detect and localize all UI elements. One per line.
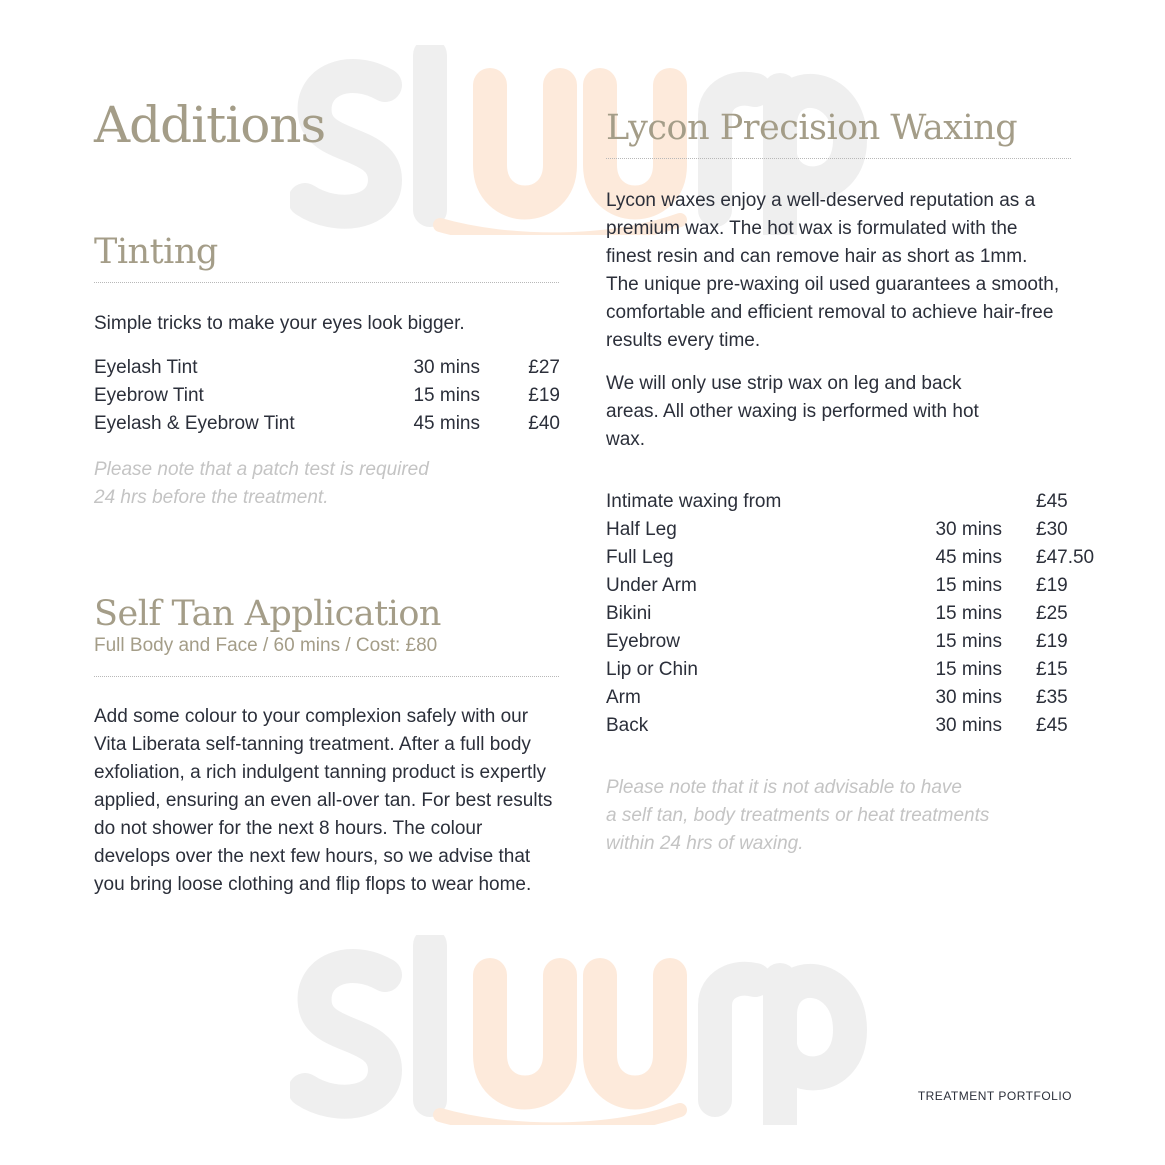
waxing-note bbox=[606, 774, 1072, 858]
item-time: 45 mins bbox=[413, 413, 480, 434]
item-time: 45 mins bbox=[935, 547, 1002, 568]
item-name: Eyelash & Eyebrow Tint bbox=[94, 413, 295, 434]
item-price: £19 bbox=[1036, 575, 1068, 596]
item-name: Eyelash Tint bbox=[94, 357, 198, 378]
item-time: 15 mins bbox=[935, 575, 1002, 596]
note-line: Please note that a patch test is required bbox=[94, 459, 429, 480]
item-price: £45 bbox=[1036, 491, 1068, 512]
tinting-price-list bbox=[94, 354, 560, 438]
waxing-section bbox=[606, 108, 1095, 858]
item-time: 30 mins bbox=[935, 687, 1002, 708]
item-name: Half Leg bbox=[606, 519, 677, 540]
item-price: £25 bbox=[1036, 603, 1068, 624]
divider bbox=[606, 158, 1071, 159]
item-name: Back bbox=[606, 715, 649, 736]
tinting-section bbox=[94, 232, 560, 512]
item-name: Intimate waxing from bbox=[606, 491, 782, 512]
item-price: £45 bbox=[1036, 715, 1068, 736]
item-name: Eyebrow bbox=[606, 631, 680, 652]
item-price: £27 bbox=[528, 357, 560, 378]
item-time: 15 mins bbox=[413, 385, 480, 406]
divider bbox=[94, 282, 559, 283]
item-time: 30 mins bbox=[413, 357, 480, 378]
price-row bbox=[606, 544, 1098, 572]
item-price: £47.50 bbox=[1036, 547, 1095, 568]
item-price: £35 bbox=[1036, 687, 1068, 708]
item-time: 30 mins bbox=[935, 519, 1002, 540]
item-price: £15 bbox=[1036, 659, 1068, 680]
price-row bbox=[606, 656, 1098, 684]
item-name: Under Arm bbox=[606, 575, 697, 596]
price-row bbox=[606, 572, 1098, 600]
item-time: 15 mins bbox=[935, 631, 1002, 652]
item-name: Arm bbox=[606, 687, 641, 708]
item-name: Bikini bbox=[606, 603, 652, 624]
note-line: within 24 hrs of waxing. bbox=[606, 833, 804, 854]
item-price: £19 bbox=[1036, 631, 1068, 652]
price-row bbox=[606, 600, 1098, 628]
price-row bbox=[94, 382, 560, 410]
waxing-price-list bbox=[606, 488, 1098, 740]
price-row bbox=[606, 488, 1098, 516]
price-row bbox=[606, 516, 1098, 544]
note-line: Please note that it is not advisable to have bbox=[606, 777, 962, 798]
tinting-intro: Simple tricks to make your eyes look bigger. bbox=[94, 313, 465, 334]
note-line: 24 hrs before the treatment. bbox=[94, 487, 329, 508]
self-tan-description: Add some colour to your complexion safely with our Vita Liberata self-tanning treatment. After a full body exfoliation, a rich indulgent tanning product is expertly applied, ensuring an even all-over tan. For best results do not shower for the next 8 hours. The colour develops over the next few hours, so we advise that you bring loose clothing and flip flops to wear home. bbox=[94, 706, 553, 895]
item-time bbox=[912, 488, 1002, 516]
price-row bbox=[606, 628, 1098, 656]
tinting-note bbox=[94, 456, 560, 512]
item-time: 15 mins bbox=[935, 603, 1002, 624]
tinting-title: Tinting bbox=[94, 232, 218, 272]
item-price: £19 bbox=[528, 385, 560, 406]
self-tan-title: Self Tan Application bbox=[94, 594, 441, 634]
price-row bbox=[606, 684, 1098, 712]
item-name: Lip or Chin bbox=[606, 659, 698, 680]
waxing-description: Lycon waxes enjoy a well-deserved reputation as a premium wax. The hot wax is formulated with the finest resin and can remove hair as short as 1mm. The unique pre-waxing oil used guarantees a smooth, comfortable and efficient removal to achieve hair-free results every time. bbox=[606, 190, 1060, 351]
note-line: a self tan, body treatments or heat treatments bbox=[606, 805, 990, 826]
page-title: Additions bbox=[94, 96, 326, 154]
item-time: 30 mins bbox=[935, 715, 1002, 736]
divider bbox=[94, 676, 559, 677]
waxing-title: Lycon Precision Waxing bbox=[606, 108, 1018, 148]
item-time: 15 mins bbox=[935, 659, 1002, 680]
item-name: Eyebrow Tint bbox=[94, 385, 204, 406]
footer-label: TREATMENT PORTFOLIO bbox=[917, 1089, 1072, 1103]
watermark-logo bbox=[290, 935, 880, 1125]
price-row bbox=[94, 354, 560, 382]
price-row bbox=[606, 712, 1098, 740]
item-name: Full Leg bbox=[606, 547, 674, 568]
item-price: £30 bbox=[1036, 519, 1068, 540]
price-row bbox=[94, 410, 560, 438]
waxing-strip-info: We will only use strip wax on leg and back areas. All other waxing is performed with hot wax. bbox=[606, 373, 979, 450]
self-tan-section bbox=[94, 594, 560, 899]
self-tan-subtitle: Full Body and Face / 60 mins / Cost: £80 bbox=[94, 635, 438, 656]
item-price: £40 bbox=[528, 413, 560, 434]
